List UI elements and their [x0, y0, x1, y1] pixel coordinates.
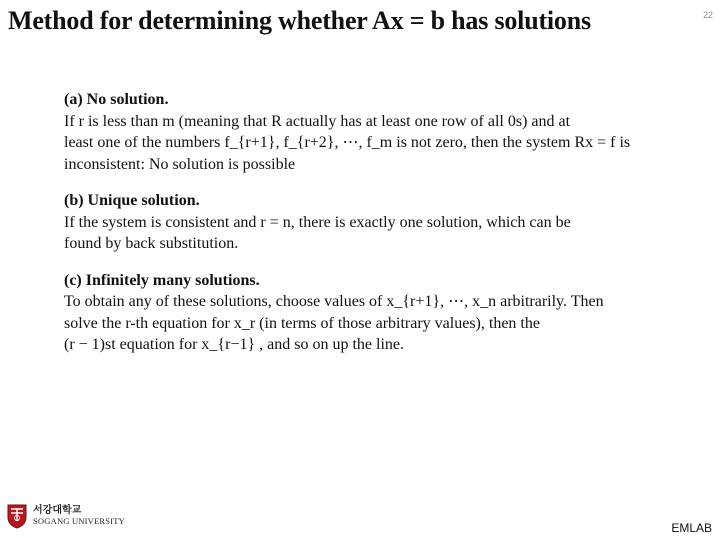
university-logo	[6, 502, 126, 530]
section-line: (r − 1)st equation for x_{r−1} , and so on up the line.	[64, 336, 405, 353]
section-heading: (c) Infinitely many solutions.	[64, 271, 260, 289]
section-infinitely-many	[64, 270, 654, 356]
section-line: found by back substitution.	[64, 235, 239, 252]
logo-korean-text: 서강대학교	[33, 505, 82, 516]
section-line: solve the r-th equation for x_r (in terms of those arbitrary values), then the	[64, 314, 540, 332]
slide-title: Method for determining whether Ax = b has solutions	[8, 6, 591, 35]
lab-label: EMLAB	[671, 521, 712, 535]
slide-number: 22	[702, 10, 713, 20]
section-line: If r is less than m (meaning that R actually has at least one row of all 0s) and at	[64, 112, 571, 130]
section-line: least one of the numbers f_{r+1}, f_{r+2}, ⋯, f_m is not zero, then the system Rx = f is	[64, 134, 631, 151]
section-line: To obtain any of these solutions, choose values of x_{r+1}, ⋯, x_n arbitrarily. Then	[64, 293, 604, 310]
section-line: If the system is consistent and r = n, there is exactly one solution, which can be	[64, 213, 571, 231]
section-heading: (b) Unique solution.	[64, 192, 200, 209]
section-line: inconsistent: No solution is possible	[64, 155, 296, 173]
logo-english-text: SOGANG UNIVERSITY	[33, 516, 125, 526]
section-unique-solution	[64, 190, 654, 255]
section-heading: (a) No solution.	[64, 91, 169, 108]
slide-content	[64, 89, 654, 371]
section-no-solution	[64, 89, 654, 175]
university-seal-icon	[6, 503, 28, 529]
